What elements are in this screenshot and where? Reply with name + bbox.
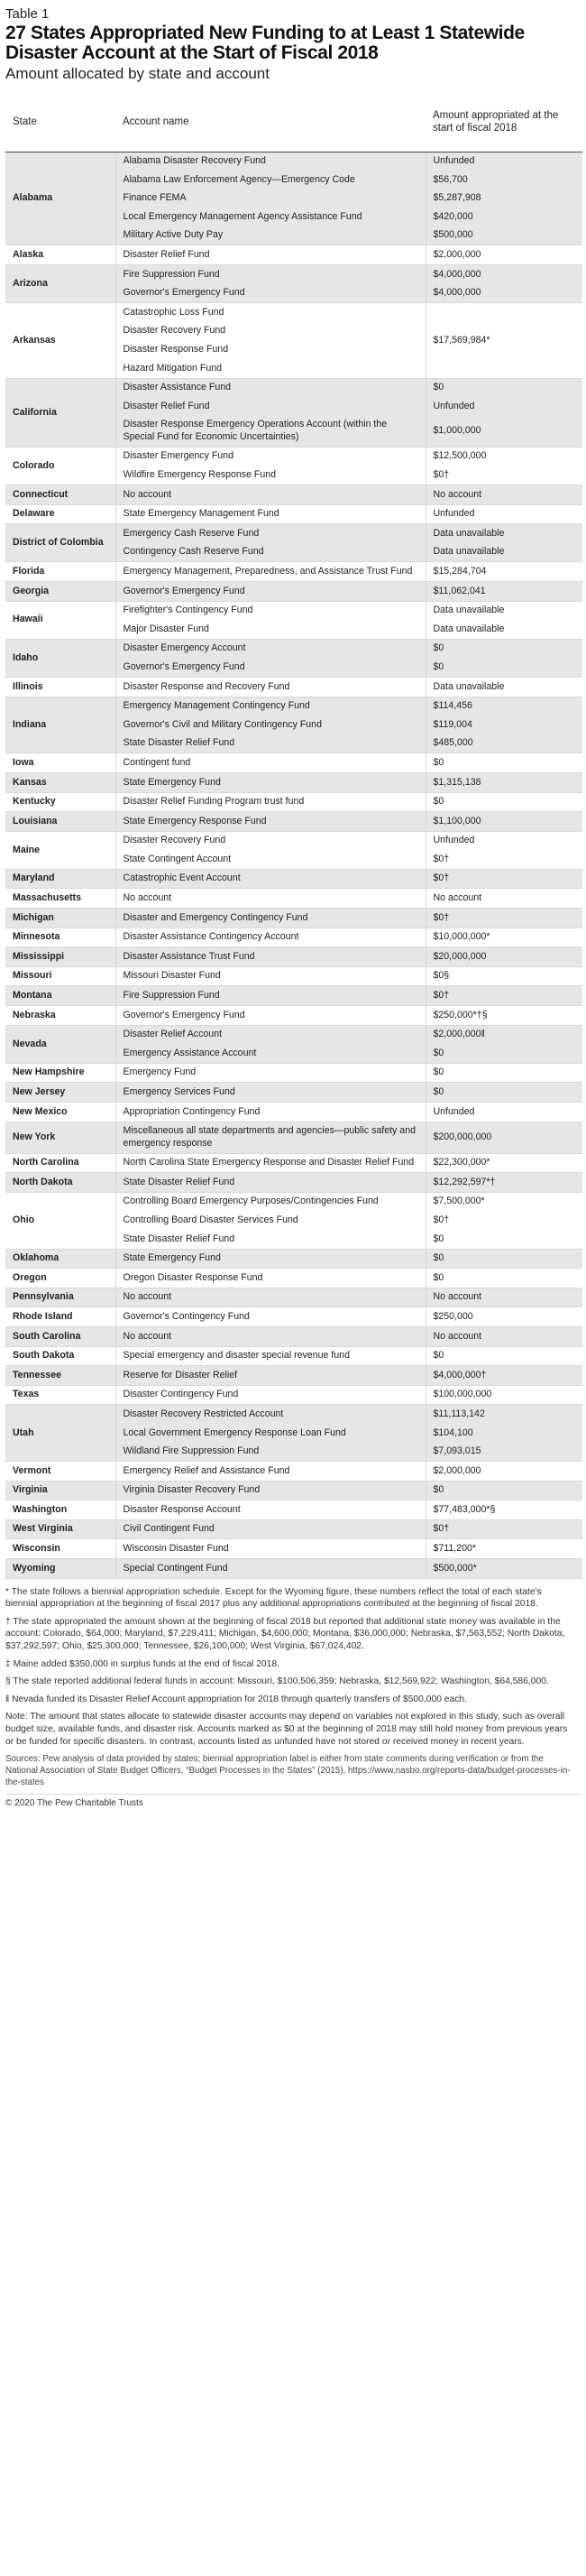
- account-name-cell: State Contingent Account: [115, 850, 426, 869]
- table-row: [5, 1559, 582, 1579]
- account-name-cell: North Carolina State Emergency Response and Disaster Relief Fund: [115, 1153, 426, 1173]
- table-row: [5, 1153, 582, 1173]
- account-name-cell: State Disaster Relief Fund: [115, 1230, 426, 1249]
- state-cell: West Virginia: [5, 1519, 115, 1539]
- amount-cell: Data unavailable: [433, 623, 505, 634]
- state-cell: Minnesota: [5, 928, 115, 947]
- account-name-cell: Oregon Disaster Response Fund: [115, 1269, 426, 1288]
- amount-cell: $2,000,000: [426, 1462, 582, 1482]
- column-header-amount: Amount appropriated at the start of fiscal 2018: [426, 96, 582, 152]
- account-name-cell: Disaster Assistance Contingency Account: [115, 928, 426, 947]
- amount-cell: $7,093,015: [426, 1443, 582, 1462]
- account-name-cell: Missouri Disaster Fund: [115, 966, 426, 986]
- account-name-cell: State Emergency Fund: [115, 772, 426, 792]
- amount-cell: Unfunded: [426, 504, 582, 524]
- state-cell: Wisconsin: [5, 1539, 115, 1559]
- amount-cell: $250,000*†§: [426, 1006, 582, 1026]
- table-row: [5, 1025, 582, 1044]
- amount-cell: $0: [426, 378, 582, 397]
- table-row: [5, 1006, 582, 1026]
- footnote: † The state appropriated the amount shown at the beginning of fiscal 2018 but reported that additional state money was available in the account: Colorado, $64,000; Maryland, $7,229,411; Michigan, $4,600,000; Montana, $36,000,000; Nebraska, $7,563,552; North Dakota, $37,292,597; Ohio, $25,300,000; Tennessee, $26,100,000; West Virginia, $67,024,402.: [5, 1616, 565, 1652]
- table-row: [5, 447, 582, 466]
- account-name-cell: Disaster Relief Funding Program trust fund: [115, 792, 426, 812]
- amount-cell: $4,000,000†: [426, 1366, 582, 1386]
- state-cell: Idaho: [5, 639, 115, 677]
- state-cell: Pennsylvania: [5, 1288, 115, 1307]
- account-name-cell: Disaster Relief Account: [115, 1025, 426, 1044]
- amount-cell: $12,292,597*†: [426, 1173, 582, 1193]
- table-body: [5, 152, 582, 1578]
- state-cell: Nebraska: [5, 1006, 115, 1026]
- table-row: [5, 1366, 582, 1386]
- amount-cell: $0†: [433, 853, 450, 864]
- account-name-cell: Disaster Response and Recovery Fund: [115, 677, 426, 697]
- amount-cell: $420,000: [426, 208, 582, 226]
- amount-cell: $485,000: [426, 734, 582, 753]
- footnote: § The state reported additional federal funds in account: Missouri, $100,506,359; Nebraska, $12,569,922; Washington, $64,586,000.: [5, 1676, 549, 1687]
- amount-cell: Unfunded: [426, 1103, 582, 1122]
- account-name-cell: Emergency Fund: [115, 1063, 426, 1083]
- account-name-cell: Emergency Relief and Assistance Fund: [115, 1462, 426, 1482]
- amount-cell: $0†: [426, 986, 582, 1006]
- table-row: [5, 1519, 582, 1539]
- state-cell: Oklahoma: [5, 1249, 115, 1269]
- account-name-cell: Reserve for Disaster Relief: [115, 1366, 426, 1386]
- table-row: [5, 265, 582, 284]
- account-name-cell: Disaster Relief Fund: [115, 245, 426, 265]
- amount-cell: $0†: [426, 1519, 582, 1539]
- amount-cell: $56,700: [426, 171, 582, 189]
- amount-cell: $77,483,000*§: [426, 1500, 582, 1520]
- amount-cell: $12,500,000: [426, 447, 582, 466]
- account-name-cell: Wisconsin Disaster Fund: [115, 1539, 426, 1559]
- amount-cell: $100,000,000: [426, 1385, 582, 1405]
- amount-cell: $15,284,704: [426, 562, 582, 582]
- amount-cell: $0: [426, 1083, 582, 1103]
- state-cell: Maine: [5, 831, 115, 869]
- account-name-cell: Disaster and Emergency Contingency Fund: [115, 909, 426, 928]
- account-name-cell: Disaster Assistance Trust Fund: [115, 947, 426, 967]
- state-cell: Texas: [5, 1385, 115, 1405]
- table-row: [5, 485, 582, 505]
- amount-cell: $104,100: [426, 1424, 582, 1443]
- table-row: [5, 909, 582, 928]
- amount-cell: $10,000,000*: [426, 928, 582, 947]
- state-cell: Missouri: [5, 966, 115, 986]
- table-row: [5, 1122, 582, 1153]
- account-name-cell: Civil Contingent Fund: [115, 1519, 426, 1539]
- amount-cell: $0: [433, 1233, 444, 1244]
- account-name-cell: Disaster Response Account: [115, 1500, 426, 1520]
- state-cell: Indiana: [5, 697, 115, 753]
- table-row: [5, 601, 582, 620]
- table-row: [5, 947, 582, 967]
- table-row: [5, 1173, 582, 1193]
- account-name-cell: State Emergency Response Fund: [115, 812, 426, 832]
- state-cell: Ohio: [5, 1192, 115, 1249]
- account-name-cell: Firefighter's Contingency Fund: [115, 601, 426, 620]
- amount-cell: $200,000,000: [426, 1122, 582, 1153]
- account-name-cell: State Disaster Relief Fund: [115, 734, 426, 753]
- state-cell: New Jersey: [5, 1083, 115, 1103]
- state-cell: Arkansas: [5, 303, 115, 378]
- state-cell: North Dakota: [5, 1173, 115, 1193]
- state-cell: North Carolina: [5, 1153, 115, 1173]
- account-name-cell: Emergency Management, Preparedness, and Assistance Trust Fund: [115, 562, 426, 582]
- amount-cell: Data unavailable: [426, 524, 582, 543]
- table-row: [5, 831, 582, 850]
- table-row: [5, 889, 582, 909]
- account-name-cell: Disaster Response Fund: [115, 340, 426, 359]
- account-name-cell: Governor's Emergency Fund: [115, 658, 426, 677]
- account-name-cell: No account: [115, 1288, 426, 1307]
- table-row: [5, 753, 582, 773]
- amount-cell: Data unavailable: [426, 543, 582, 562]
- amount-cell: Unfunded: [426, 831, 582, 850]
- state-cell: Wyoming: [5, 1559, 115, 1579]
- amount-cell: $0†: [433, 1214, 450, 1225]
- amount-cell: $500,000*: [426, 1559, 582, 1579]
- state-cell: Iowa: [5, 753, 115, 773]
- amount-cell: $1,315,138: [426, 772, 582, 792]
- amount-cell: $0: [426, 1346, 582, 1366]
- table-row: [5, 986, 582, 1006]
- state-cell: Utah: [5, 1405, 115, 1462]
- amount-cell: $2,000,000: [426, 245, 582, 265]
- table-row: [5, 1083, 582, 1103]
- amount-cell: $4,000,000: [426, 284, 582, 303]
- state-cell: California: [5, 378, 115, 447]
- state-cell: New York: [5, 1122, 115, 1153]
- amount-cell: Unfunded: [426, 152, 582, 171]
- amount-cell: $1,100,000: [426, 812, 582, 832]
- account-name-cell: Controlling Board Disaster Services Fund: [115, 1211, 426, 1230]
- table-header-row: [5, 96, 582, 152]
- account-name-cell: No account: [115, 485, 426, 505]
- table-row: [5, 1103, 582, 1122]
- table-row: [5, 1405, 582, 1424]
- amount-cell: $0: [426, 1481, 582, 1500]
- account-name-cell: Military Active Duty Pay: [115, 226, 426, 245]
- state-cell: Hawaii: [5, 601, 115, 639]
- footnote: ‡ Maine added $350,000 in surplus funds at the end of fiscal 2018.: [5, 1658, 279, 1669]
- account-name-cell: Disaster Assistance Fund: [115, 378, 426, 397]
- state-cell: Michigan: [5, 909, 115, 928]
- state-cell: Oregon: [5, 1269, 115, 1288]
- amount-cell: Data unavailable: [426, 601, 582, 620]
- amount-cell: Data unavailable: [426, 677, 582, 697]
- amount-cell: $250,000: [426, 1307, 582, 1327]
- amount-cell: $0†: [426, 909, 582, 928]
- amount-cell: No account: [426, 1326, 582, 1346]
- amount-cell: $1,000,000: [426, 416, 582, 448]
- footnote: Note: The amount that states allocate to statewide disaster accounts may depend on variables not explored in this study, such as overall budget size, available funds, and disaster risk. Accounts marked as $0 at the beginning of 2018 may still hold money from previous years or be funded for specific disasters. In contrast, accounts listed as unfunded have not stored or received money in recent years.: [5, 1712, 568, 1747]
- state-cell: Kentucky: [5, 792, 115, 812]
- table-row: [5, 1326, 582, 1346]
- table-row: [5, 504, 582, 524]
- amount-cell: $0: [426, 753, 582, 773]
- state-cell: Montana: [5, 986, 115, 1006]
- state-cell: Vermont: [5, 1462, 115, 1482]
- state-cell: Alabama: [5, 152, 115, 245]
- state-cell: Rhode Island: [5, 1307, 115, 1327]
- amount-cell: $0: [426, 639, 582, 658]
- table-row: [5, 869, 582, 889]
- amount-cell: $5,287,908: [426, 189, 582, 208]
- copyright: © 2020 The Pew Charitable Trusts: [5, 1794, 582, 1811]
- account-name-cell: Finance FEMA: [115, 189, 426, 208]
- account-name-cell: Governor's Emergency Fund: [115, 1006, 426, 1026]
- page-subtitle: Amount allocated by state and account: [5, 65, 270, 82]
- table-row: [5, 1539, 582, 1559]
- sources-note: [5, 1753, 582, 1788]
- account-name-cell: Miscellaneous all state departments and agencies—public safety and emergency response: [115, 1122, 426, 1153]
- state-cell: Nevada: [5, 1025, 115, 1063]
- table-row: [5, 562, 582, 582]
- account-name-cell: Major Disaster Fund: [115, 620, 426, 639]
- account-name-cell: Disaster Recovery Restricted Account: [115, 1405, 426, 1424]
- account-name-cell: Disaster Recovery Fund: [115, 322, 426, 341]
- account-name-cell: Emergency Management Contingency Fund: [115, 697, 426, 716]
- account-name-cell: Appropriation Contingency Fund: [115, 1103, 426, 1122]
- amount-cell: $0: [426, 1063, 582, 1083]
- footnote: ‖ Nevada funded its Disaster Relief Account appropriation for 2018 through quarterly transfers of $500,000 each.: [5, 1694, 467, 1704]
- account-name-cell: Emergency Cash Reserve Fund: [115, 524, 426, 543]
- account-name-cell: Virginia Disaster Recovery Fund: [115, 1481, 426, 1500]
- table-row: [5, 524, 582, 543]
- account-name-cell: Governor's Contingency Fund: [115, 1307, 426, 1327]
- state-cell: Tennessee: [5, 1366, 115, 1386]
- table-row: [5, 1346, 582, 1366]
- account-name-cell: Local Emergency Management Agency Assistance Fund: [115, 208, 426, 226]
- account-name-cell: Wildfire Emergency Response Fund: [115, 466, 426, 485]
- table-row: [5, 677, 582, 697]
- state-cell: Arizona: [5, 265, 115, 303]
- table-row: [5, 966, 582, 986]
- account-name-cell: Special emergency and disaster special revenue fund: [115, 1346, 426, 1366]
- account-name-cell: Contingency Cash Reserve Fund: [115, 543, 426, 562]
- table-row: [5, 1063, 582, 1083]
- amount-cell: $0: [426, 1249, 582, 1269]
- column-header-state: State: [5, 96, 115, 152]
- table-row: [5, 581, 582, 601]
- amount-cell: $4,000,000: [426, 265, 582, 284]
- state-cell: Mississippi: [5, 947, 115, 967]
- state-cell: Illinois: [5, 677, 115, 697]
- account-name-cell: Local Government Emergency Response Loan Fund: [115, 1424, 426, 1443]
- account-name-cell: Governor's Emergency Fund: [115, 284, 426, 303]
- account-name-cell: No account: [115, 1326, 426, 1346]
- state-cell: New Hampshire: [5, 1063, 115, 1083]
- account-name-cell: Disaster Emergency Fund: [115, 447, 426, 466]
- table-row: [5, 1462, 582, 1482]
- account-name-cell: Disaster Emergency Account: [115, 639, 426, 658]
- page-title: 27 States Appropriated New Funding to at Least 1 Statewide Disaster Account at the Start of Fiscal 2018: [5, 23, 525, 63]
- appropriations-table: [5, 96, 582, 1579]
- table-row: [5, 792, 582, 812]
- account-name-cell: Catastrophic Event Account: [115, 869, 426, 889]
- footnotes: [5, 1586, 582, 1749]
- account-name-cell: Governor's Civil and Military Contingency Fund: [115, 716, 426, 734]
- state-cell: Massachusetts: [5, 889, 115, 909]
- account-name-cell: State Emergency Management Fund: [115, 504, 426, 524]
- account-name-cell: Fire Suppression Fund: [115, 986, 426, 1006]
- table-row: [5, 812, 582, 832]
- table-row: [5, 1307, 582, 1327]
- account-name-cell: Disaster Relief Fund: [115, 397, 426, 416]
- account-name-cell: Disaster Recovery Fund: [115, 831, 426, 850]
- account-name-cell: Wildland Fire Suppression Fund: [115, 1443, 426, 1462]
- state-cell: Louisiana: [5, 812, 115, 832]
- amount-cell: $20,000,000: [426, 947, 582, 967]
- amount-cell: $500,000: [426, 226, 582, 245]
- amount-cell: $2,000,000‖: [426, 1025, 582, 1044]
- state-cell: Delaware: [5, 504, 115, 524]
- state-cell: New Mexico: [5, 1103, 115, 1122]
- table-row: [5, 1288, 582, 1307]
- state-cell: District of Colombia: [5, 524, 115, 562]
- amount-cell: Unfunded: [426, 397, 582, 416]
- state-cell: Maryland: [5, 869, 115, 889]
- amount-cell: No account: [426, 485, 582, 505]
- table-row: [5, 1500, 582, 1520]
- amount-cell: $11,062,041: [426, 581, 582, 601]
- account-name-cell: Controlling Board Emergency Purposes/Contingencies Fund: [115, 1192, 426, 1211]
- amount-cell: $0: [426, 1269, 582, 1288]
- table-row: [5, 378, 582, 397]
- state-cell: Connecticut: [5, 485, 115, 505]
- state-cell: South Dakota: [5, 1346, 115, 1366]
- table-kicker: Table 1: [5, 6, 50, 22]
- table-row: [5, 928, 582, 947]
- account-name-cell: Alabama Law Enforcement Agency—Emergency Code: [115, 171, 426, 189]
- state-cell: Colorado: [5, 447, 115, 485]
- state-cell: Virginia: [5, 1481, 115, 1500]
- amount-cell: $119,004: [426, 716, 582, 734]
- amount-cell: $11,113,142: [426, 1405, 582, 1424]
- amount-cell: $711,200*: [426, 1539, 582, 1559]
- state-cell: Georgia: [5, 581, 115, 601]
- amount-cell: $0: [426, 1044, 582, 1063]
- account-name-cell: Contingent fund: [115, 753, 426, 773]
- amount-cell: $0: [426, 792, 582, 812]
- amount-cell: $7,500,000*: [426, 1192, 582, 1211]
- amount-cell: $0†: [433, 469, 450, 480]
- amount-cell: $114,456: [426, 697, 582, 716]
- column-header-account: Account name: [115, 96, 426, 152]
- amount-cell: No account: [426, 1288, 582, 1307]
- table-row: [5, 772, 582, 792]
- table-row: [5, 152, 582, 171]
- table-row: [5, 697, 582, 716]
- account-name-cell: Catastrophic Loss Fund: [115, 303, 426, 322]
- account-name-cell: Governor's Emergency Fund: [115, 581, 426, 601]
- account-name-cell: Disaster Contingency Fund: [115, 1385, 426, 1405]
- table-row: [5, 1481, 582, 1500]
- state-cell: South Carolina: [5, 1326, 115, 1346]
- account-name-cell: Disaster Response Emergency Operations Account (within the Special Fund for Economic Uncertainties): [115, 416, 426, 448]
- account-name-cell: Emergency Assistance Account: [115, 1044, 426, 1063]
- amount-cell: No account: [426, 889, 582, 909]
- amount-cell: $0†: [426, 869, 582, 889]
- state-cell: Florida: [5, 562, 115, 582]
- table-row: [5, 303, 582, 322]
- account-name-cell: Special Contingent Fund: [115, 1559, 426, 1579]
- account-name-cell: Alabama Disaster Recovery Fund: [115, 152, 426, 171]
- amount-cell: $22,300,000*: [426, 1153, 582, 1173]
- state-cell: Kansas: [5, 772, 115, 792]
- table-row: [5, 1249, 582, 1269]
- account-name-cell: No account: [115, 889, 426, 909]
- state-cell: Washington: [5, 1500, 115, 1520]
- footnote: * The state follows a biennial appropriation schedule. Except for the Wyoming figure, these numbers reflect the total of each state's biennial appropriation at the beginning of fiscal 2017 plus any additional appropriations contributed at the beginning of fiscal 2018.: [5, 1586, 542, 1610]
- account-name-cell: Fire Suppression Fund: [115, 265, 426, 284]
- account-name-cell: Hazard Mitigation Fund: [115, 359, 426, 378]
- table-row: [5, 1385, 582, 1405]
- state-cell: Alaska: [5, 245, 115, 265]
- account-name-cell: Emergency Services Fund: [115, 1083, 426, 1103]
- table-row: [5, 639, 582, 658]
- table-row: [5, 1192, 582, 1211]
- amount-cell: $0§: [426, 966, 582, 986]
- table-row: [5, 245, 582, 265]
- amount-cell: $0: [426, 658, 582, 677]
- table-row: [5, 1269, 582, 1288]
- account-name-cell: State Disaster Relief Fund: [115, 1173, 426, 1193]
- account-name-cell: State Emergency Fund: [115, 1249, 426, 1269]
- sources-text: Sources: Pew analysis of data provided by states; biennial appropriation label is either from state comments during verification or from the National Association of State Budget Officers, “Budget Processes in the States” (2015), https://www.nasbo.org/reports-data/budget-processes-in-the-states: [5, 1754, 571, 1788]
- amount-cell: $17,569,984*: [426, 303, 582, 378]
